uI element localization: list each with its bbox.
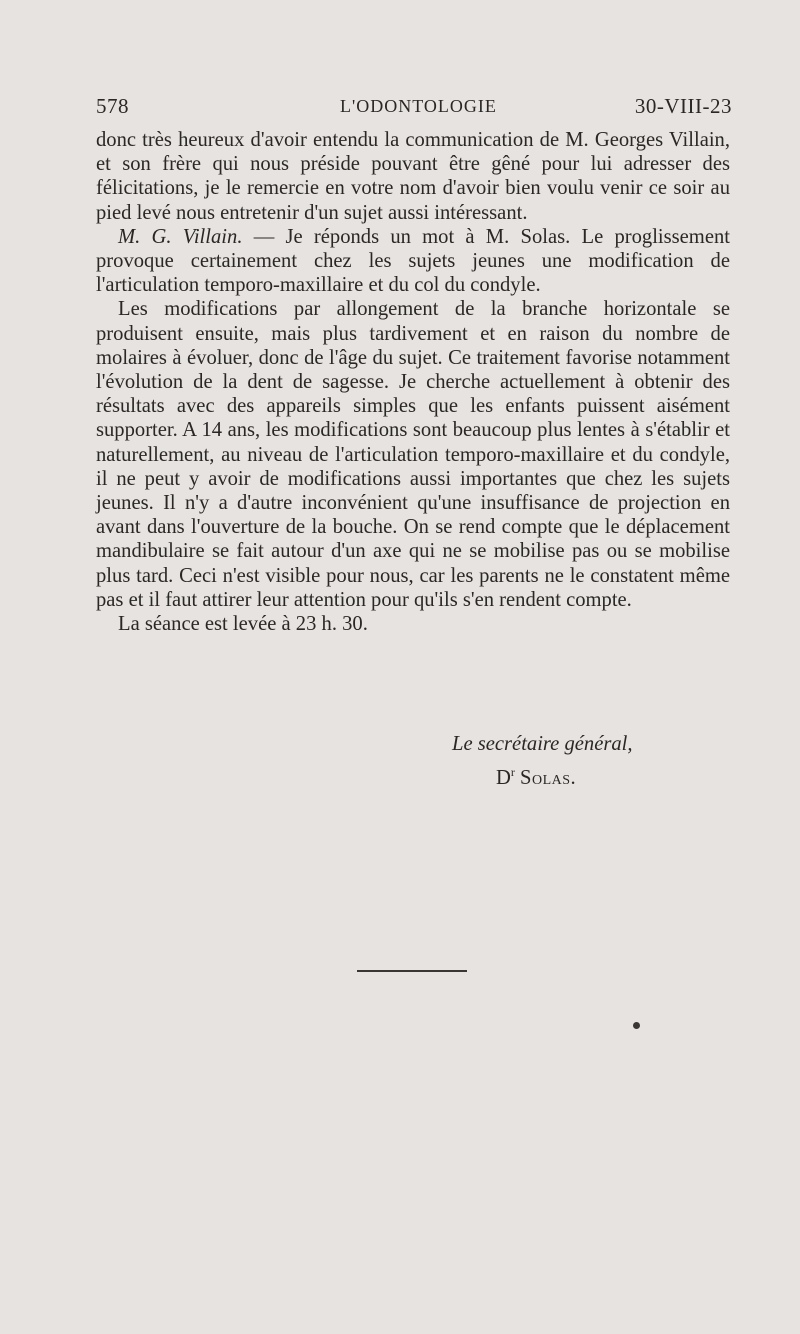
signature-block — [440, 730, 740, 792]
journal-title: L'ODONTOLOGIE — [340, 96, 497, 116]
speaker-name: M. G. Villain. — [118, 225, 243, 248]
surname: Solas. — [520, 766, 577, 789]
paragraph-1: donc très heureux d'avoir entendu la communication de M. Georges Villain, et son frère qui nous préside pouvant être gêné pour lui adresser des félicitations, je le remercie en votre nom d'avoir bien voulu venir ce soir au pied levé nous entretenir d'un sujet aussi intéressant. — [96, 129, 730, 224]
signatory-name — [440, 758, 740, 792]
page-number: 578 — [96, 94, 129, 118]
paragraph-3: Les modifications par allongement de la branche horizontale se produisent ensuite, mais plus tardivement et en raison du nombre de molaires à évoluer, donc de l'âge du sujet. Ce traitement favorise notamment l'évolution de la dent de sagesse. Je cherche actuellement à obtenir des résultats avec des appareils simples que les enfants puissent aisément supporter. A 14 ans, les modifications sont beaucoup plus lentes à s'établir et naturellement, au niveau de l'articulation temporo-maxillaire et du condyle, il ne peut y avoir de modifications aussi importantes que chez les sujets jeunes. Il n'y a d'autre inconvénient qu'une insuffisance de projection en avant dans l'ouverture de la bouche. On se rend compte que le déplacement mandibulaire se fait autour d'un axe qui ne se mobilise pas ou se mobilise plus tard. Ceci n'est visible pour nous, car les parents ne le constatent même pas et il faut attirer leur attention pour qu'ils s'en rendent compte. — [96, 298, 730, 611]
closing-rule — [357, 970, 467, 972]
body-text — [96, 128, 730, 636]
paragraph-2-text: — Je réponds un mot à M. Solas. Le proglissement provoque certainement chez les sujets jeunes une modification de l'articulation temporo-maxillaire et du col du condyle. — [96, 225, 730, 297]
issue-date: 30-VIII-23 — [634, 94, 732, 118]
paragraph-2 — [96, 225, 730, 298]
running-header — [96, 94, 732, 124]
ink-speck — [633, 1022, 640, 1029]
title-superscript: r — [510, 765, 515, 779]
title-prefix: D — [496, 766, 511, 789]
signatory-role: Le secrétaire général, — [452, 733, 633, 755]
paragraph-4: La séance est levée à 23 h. 30. — [118, 613, 368, 636]
